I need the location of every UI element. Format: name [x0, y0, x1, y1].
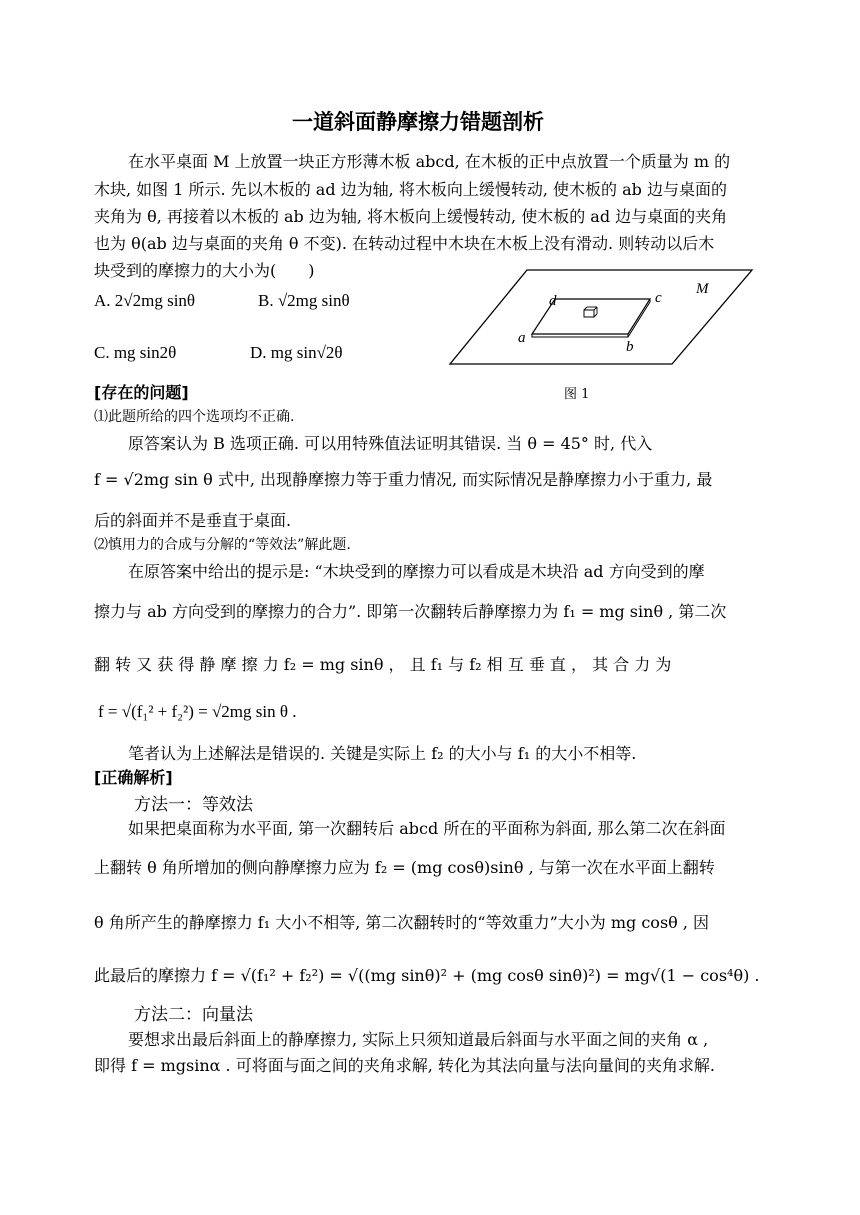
issues-paragraph: 后的斜面并不是垂直于桌面.	[94, 511, 292, 530]
problem-line: 在水平桌面 M 上放置一块正方形薄木板 abcd, 在木板的正中点放置一个质量为 m 的	[128, 152, 731, 171]
page-title: 一道斜面静摩擦力错题剖析	[292, 110, 544, 134]
method-1-text: 如果把桌面称为水平面, 第一次翻转后 abcd 所在的平面称为斜面, 那么第二次在斜面	[128, 819, 726, 838]
method-1-text: θ 角所产生的静摩擦力 f₁ 大小不相等, 第二次翻转时的“等效重力”大小为 mg cosθ , 因	[94, 913, 710, 932]
method-1-title: 方法一：等效法	[134, 795, 253, 815]
method-1-text: 上翻转 θ 角所增加的侧向静摩擦力应为 f₂ = (mg cosθ)sinθ , 与第一次在水平面上翻转	[94, 858, 715, 877]
option-a: A. 2√2mg sinθ	[94, 291, 196, 310]
figure-1-diagram	[440, 262, 760, 367]
label-b: b	[626, 339, 634, 355]
option-c: C. mg sin2θ	[94, 343, 177, 362]
method-2-title: 方法二：向量法	[134, 1005, 253, 1025]
section-heading-issues: [存在的问题]	[94, 383, 189, 402]
option-d: D. mg sin√2θ	[250, 343, 343, 362]
issues-paragraph: f = √2mg sin θ 式中, 出现静摩擦力等于重力情况, 而实际情况是静摩擦力小于重力, 最	[94, 470, 713, 489]
figure-caption: 图 1	[564, 387, 590, 402]
issues-paragraph: 原答案认为 B 选项正确. 可以用特殊值法证明其错误. 当 θ = 45° 时, 代入	[128, 434, 653, 453]
label-d: d	[549, 293, 557, 309]
issues-paragraph: 笔者认为上述解法是错误的. 关键是实际上 f₂ 的大小与 f₁ 的大小不相等.	[128, 744, 637, 763]
label-m: M	[696, 281, 709, 297]
issues-paragraph: 在原答案中给出的提示是: “木块受到的摩擦力可以看成是木块沿 ad 方向受到的摩	[128, 562, 705, 581]
wood-block	[584, 310, 594, 317]
board-edge	[532, 334, 628, 337]
issues-paragraph: 翻 转 又 获 得 静 摩 擦 力 f₂ = mg sinθ ， 且 f₁ 与 f₂ 相 互 垂 直 ， 其 合 力 为	[94, 655, 672, 674]
problem-line: 块受到的摩擦力的大小为( )	[94, 261, 315, 280]
issues-paragraph: ⑵慎用力的合成与分解的“等效法”解此题.	[94, 537, 351, 553]
option-b: B. √2mg sinθ	[258, 291, 350, 310]
problem-line: 夹角为 θ, 再接着以木板的 ab 边为轴, 将木板向上缓慢转动, 使木板的 ad 边与桌面的夹角	[94, 207, 728, 226]
label-c: c	[655, 290, 662, 306]
label-a: a	[518, 330, 526, 346]
problem-line: 木块, 如图 1 所示. 先以木板的 ad 边为轴, 将木板向上缓慢转动, 使木板的 ab 边与桌面的	[94, 180, 727, 199]
issues-formula: f = √(f₁² + f₂²) = √2mg sin θ .	[98, 702, 297, 721]
method-2-text: 要想求出最后斜面上的静摩擦力, 实际上只须知道最后斜面与水平面之间的夹角 α ,	[128, 1030, 709, 1049]
issues-paragraph: 擦力与 ab 方向受到的摩擦力的合力”. 即第一次翻转后静摩擦力为 f₁ = mg sinθ , 第二次	[94, 602, 727, 621]
issues-paragraph: ⑴此题所给的四个选项均不正确.	[94, 409, 295, 425]
method-2-text: 即得 f = mgsinα . 可将面与面之间的夹角求解, 转化为其法向量与法向量间的夹角求解.	[94, 1056, 715, 1075]
section-heading-analysis: [正确解析]	[94, 768, 173, 787]
method-1-formula: 此最后的摩擦力 f = √(f₁² + f₂²) = √((mg sinθ)² + (mg cosθ sinθ)²) = mg√(1 − cos⁴θ) .	[94, 966, 760, 985]
problem-line: 也为 θ(ab 边与桌面的夹角 θ 不变). 在转动过程中木块在木板上没有滑动. 则转动以后木	[94, 234, 715, 253]
